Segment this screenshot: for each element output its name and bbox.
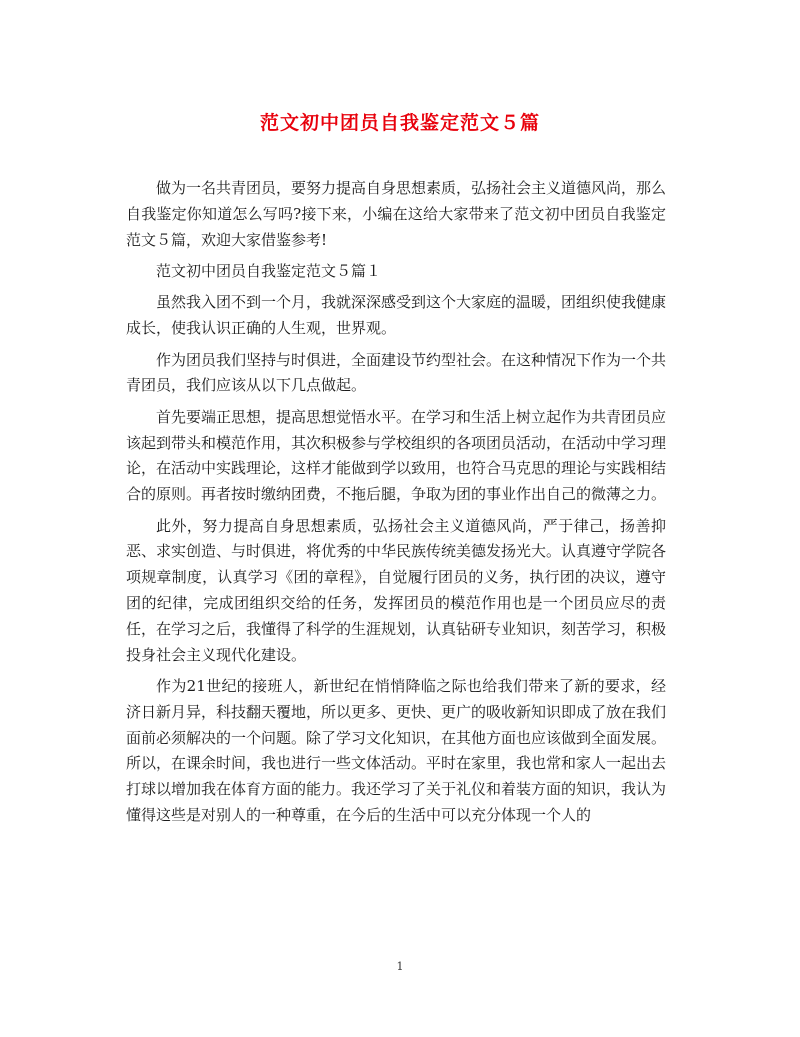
document-title: 范文初中团员自我鉴定范文５篇 — [259, 112, 540, 134]
document-body — [126, 176, 666, 834]
body-paragraph: 虽然我入团不到一个月，我就深深感受到这个大家庭的温暖，团组织使我健康成长，使我认识正确的人生观，世界观。 — [126, 293, 667, 338]
body-paragraph: 此外，努力提高自身思想素质，弘扬社会主义道德风尚，严于律己，扬善抑恶、求实创造、与时俱进，将优秀的中华民族传统美德发扬光大。认真遵守学院各项规章制度，认真学习《团的章程》，自觉履行团员的义务，执行团的决议，遵守团的纪律，完成团组织交给的任务，发挥团员的模范作用也是一个团员应尽的责任，在学习之后，我懂得了科学的生涯规划，认真钻研专业知识，刻苦学习，积极投身社会主义现代化建设。 — [126, 516, 667, 664]
intro-paragraph: 做为一名共青团员，要努力提高自身思想素质，弘扬社会主义道德风尚，那么自我鉴定你知道怎么写吗?接下来，小编在这给大家带来了范文初中团员自我鉴定范文５篇，欢迎大家借鉴参考! — [126, 179, 667, 249]
page-number: 1 — [396, 960, 404, 973]
body-paragraph: 首先要端正思想，提高思想觉悟水平。在学习和生活上树立起作为共青团员应该起到带头和模范作用，其次积极参与学校组织的各项团员活动，在活动中学习理论，在活动中实践理论，这样才能做到学以致用，也符合马克思的理论与实践相结合的原则。再者按时缴纳团费，不拖后腿，争取为团的事业作出自己的微薄之力。 — [126, 407, 667, 504]
body-paragraph: 作为团员我们坚持与时俱进，全面建设节约型社会。在这种情况下作为一个共青团员，我们应该从以下几点做起。 — [126, 350, 667, 395]
body-paragraph: 作为21世纪的接班人，新世纪在悄悄降临之际也给我们带来了新的要求，经济日新月异，科技翻天覆地，所以更多、更快、更广的吸收新知识即成了放在我们面前必须解决的一个问题。除了学习文化知识，在其他方面也应该做到全面发展。所以，在课余时间，我也进行一些文体活动。平时在家里，我也常和家人一起出去打球以增加我在体育方面的能力。我还学习了关于礼仪和着装方面的知识，我认为懂得这些是对别人的一种尊重，在今后的生活中可以充分体现一个人的 — [126, 676, 667, 824]
section-heading: 范文初中团员自我鉴定范文５篇１ — [156, 261, 382, 280]
